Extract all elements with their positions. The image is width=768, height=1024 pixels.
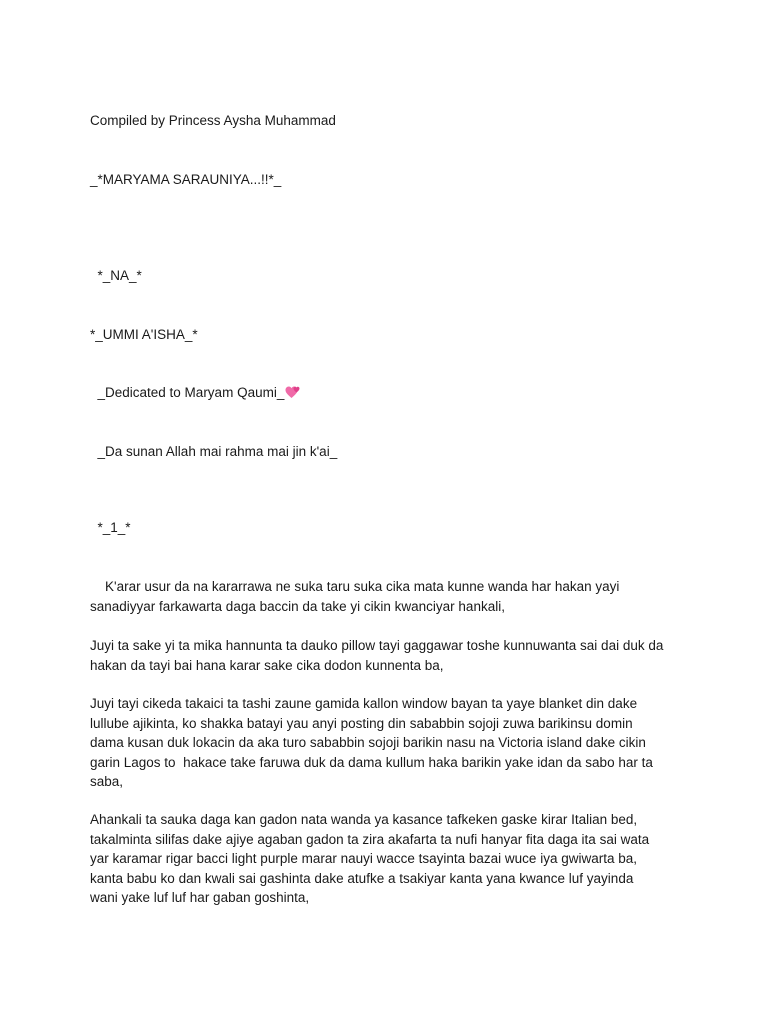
paragraph-2 xyxy=(90,636,690,675)
text-line: yar karamar rigar bacci light purple marar nauyi wacce tsayinta bazai wuce iya gwiwarta ba, xyxy=(90,851,637,866)
paragraph-4 xyxy=(90,810,690,908)
text-line: kanta babu ko dan kwali sai gashinta dake atufke a tsakiyar kanta yana kwance luf yayinda xyxy=(90,870,634,886)
text-line: saba, xyxy=(90,774,124,789)
story-title: _*MARYAMA SARAUNIYA...!!*_ xyxy=(90,172,282,187)
text-line: K'arar usur da na kararrawa ne suka taru suka cika mata kunne wanda har hakan yayi xyxy=(90,579,620,594)
dedication-text: _Dedicated to Maryam Qaumi_ xyxy=(90,385,285,400)
text-line: lullube ajikinta, ko shakka batayi yau anyi posting din sababbin sojoji zuwa barikinsu domin xyxy=(90,715,633,731)
dedication-line xyxy=(90,383,690,403)
text-line: dama kusan duk lokacin da aka turo sababbin sojoji barikin nasu na Victoria island dake cikin xyxy=(90,735,646,750)
text-line: garin Lagos to hakace take faruwa duk da dama kullum haka barikin yake idan da sabo har ta xyxy=(90,754,653,770)
text-line: Juyi tayi cikeda takaici ta tashi zaune gamida kallon window bayan ta yaye blanket din dake xyxy=(90,696,638,711)
author-name: *_UMMI A'ISHA_* xyxy=(90,327,198,342)
chapter-number: *_1_* xyxy=(90,520,131,535)
text-line: hakan da tayi bai hana karar sake cika dodon kunnenta ba, xyxy=(90,657,444,673)
text-line: sanadiyyar farkawarta daga baccin da take yi cikin kwanciyar hankali, xyxy=(90,598,505,614)
by-line: *_NA_* xyxy=(90,268,142,283)
text-line: takalminta silifas dake ajiye agaban gadon ta zira akafarta ta nufi hanyar fita daga ita sai wata xyxy=(90,831,650,847)
text-line: Juyi ta sake yi ta mika hannunta ta dauko pillow tayi gaggawar toshe kunnuwanta sai dai duk da xyxy=(90,638,664,653)
basmala-line: _Da sunan Allah mai rahma mai jin k'ai_ xyxy=(90,444,338,459)
two-hearts-icon xyxy=(285,385,301,399)
compiled-by-line: Compiled by Princess Aysha Muhammad xyxy=(90,113,336,128)
text-line: wani yake luf luf har gaban goshinta, xyxy=(90,890,310,905)
paragraph-3 xyxy=(90,694,690,792)
text-line: Ahankali ta sauka daga kan gadon nata wanda ya kasance tafkeken gaske kirar Italian bed, xyxy=(90,812,638,827)
paragraph-1 xyxy=(90,577,690,616)
